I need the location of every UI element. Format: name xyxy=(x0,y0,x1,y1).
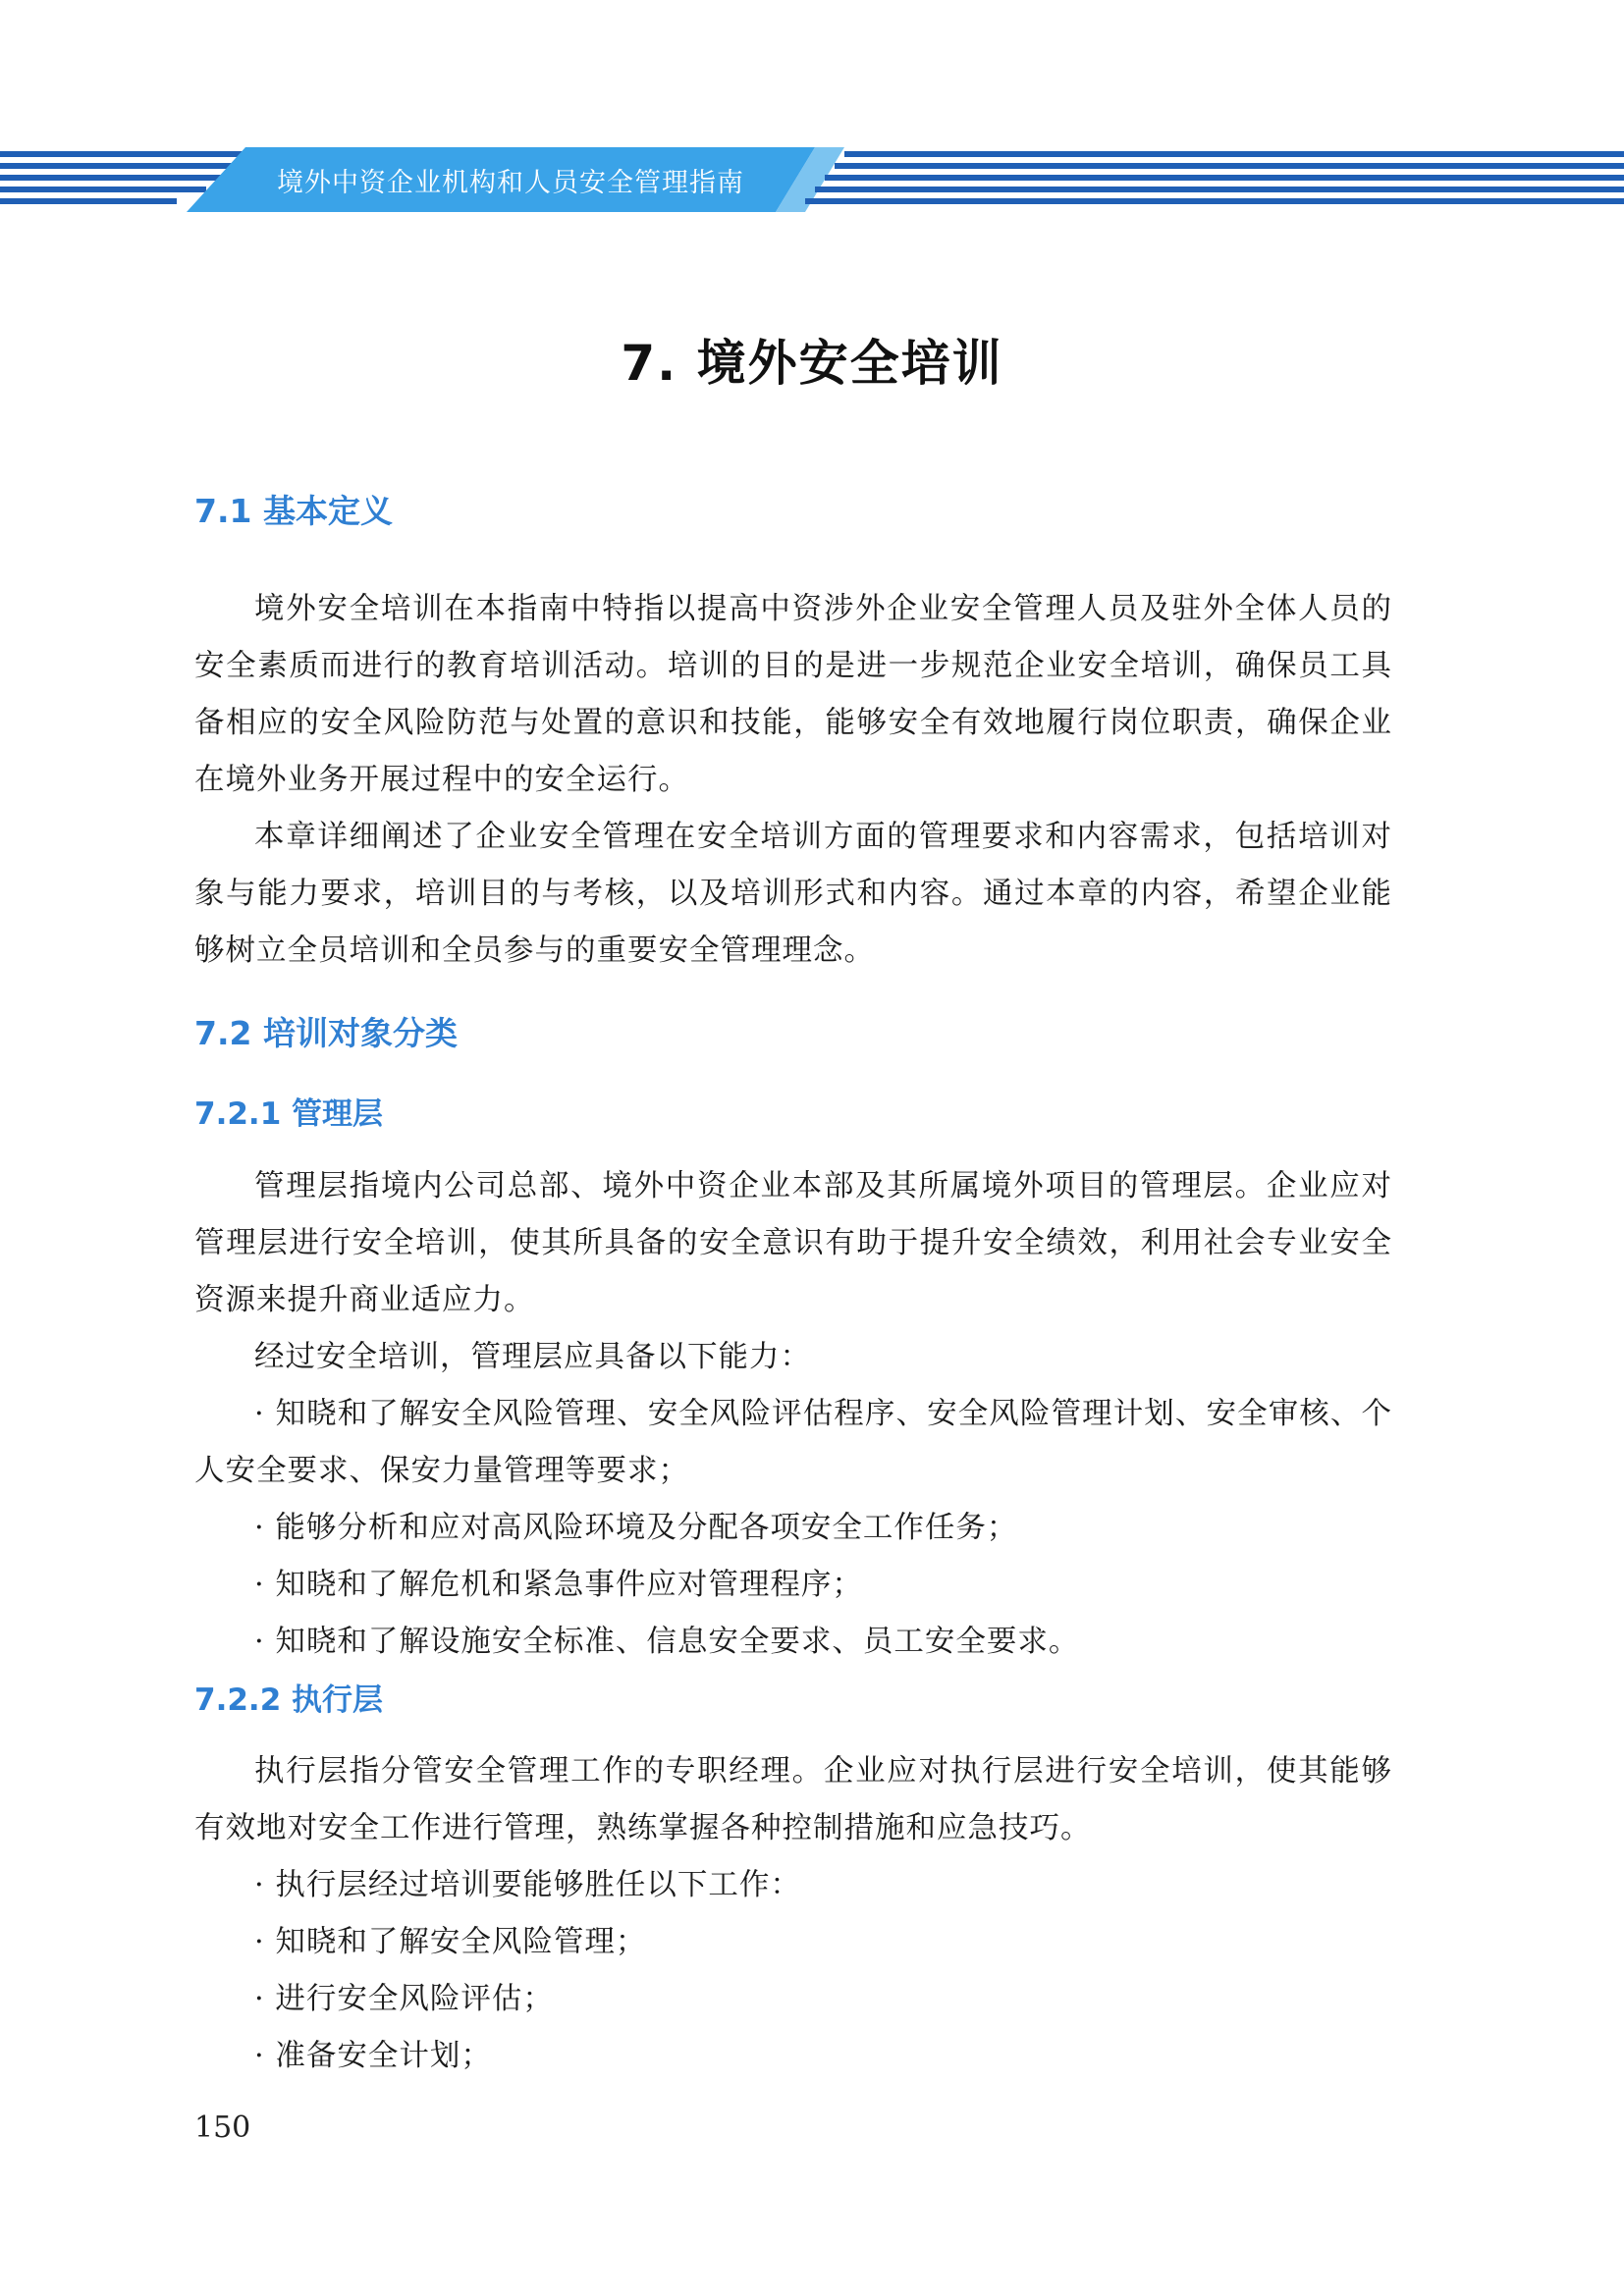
bullet-item: · 知晓和了解安全风险管理、安全风险评估程序、安全风险管理计划、安全审核、个人安全要求、保安力量管理等要求； xyxy=(194,1397,1392,1488)
section-heading-7-1: 7.1 基本定义 xyxy=(194,492,393,530)
banner-stripes xyxy=(0,147,1624,212)
paragraph: 境外安全培训在本指南中特指以提高中资涉外企业安全管理人员及驻外全体人员的安全素质而进行的教育培训活动。培训的目的是进一步规范企业安全培训，确保员工具备相应的安全风险防范与处置的意识和技能，能够安全有效地履行岗位职责，确保企业在境外业务开展过程中的安全运行。 xyxy=(194,592,1392,797)
page-number: 150 xyxy=(194,2110,251,2145)
section-heading-7-2: 7.2 培训对象分类 xyxy=(194,1014,458,1052)
page-body xyxy=(194,473,1392,2085)
paragraph: 管理层指境内公司总部、境外中资企业本部及其所属境外项目的管理层。企业应对管理层进行安全培训，使其所具备的安全意识有助于提升安全绩效，利用社会专业安全资源来提升商业适应力。 xyxy=(194,1169,1392,1317)
running-header-title: 境外中资企业机构和人员安全管理指南 xyxy=(277,168,744,198)
bullet-item: · 知晓和了解设施安全标准、信息安全要求、员工安全要求。 xyxy=(254,1625,1080,1659)
paragraph: 本章详细阐述了企业安全管理在安全培训方面的管理要求和内容需求，包括培训对象与能力要求，培训目的与考核，以及培训形式和内容。通过本章的内容，希望企业能够树立全员培训和全员参与的重要安全管理理念。 xyxy=(194,820,1392,968)
bullet-item: · 执行层经过培训要能够胜任以下工作： xyxy=(254,1868,801,1902)
subsection-heading-7-2-2: 7.2.2 执行层 xyxy=(194,1682,384,1718)
bullet-item: · 准备安全计划； xyxy=(254,2039,492,2073)
bullet-item: · 进行安全风险评估； xyxy=(254,1982,554,2016)
bullet-item: · 知晓和了解安全风险管理； xyxy=(254,1925,647,1959)
header-banner xyxy=(0,147,1624,212)
bullet-item: · 能够分析和应对高风险环境及分配各项安全工作任务； xyxy=(254,1511,1018,1545)
paragraph: 经过安全培训，管理层应具备以下能力： xyxy=(254,1340,811,1374)
subsection-heading-7-2-1: 7.2.1 管理层 xyxy=(194,1096,384,1132)
paragraph: 执行层指分管安全管理工作的专职经理。企业应对执行层进行安全培训，使其能够有效地对安全工作进行管理，熟练掌握各种控制措施和应急技巧。 xyxy=(194,1754,1392,1845)
bullet-item: · 知晓和了解危机和紧急事件应对管理程序； xyxy=(254,1568,863,1602)
chapter-title: 7. 境外安全培训 xyxy=(621,335,1003,392)
